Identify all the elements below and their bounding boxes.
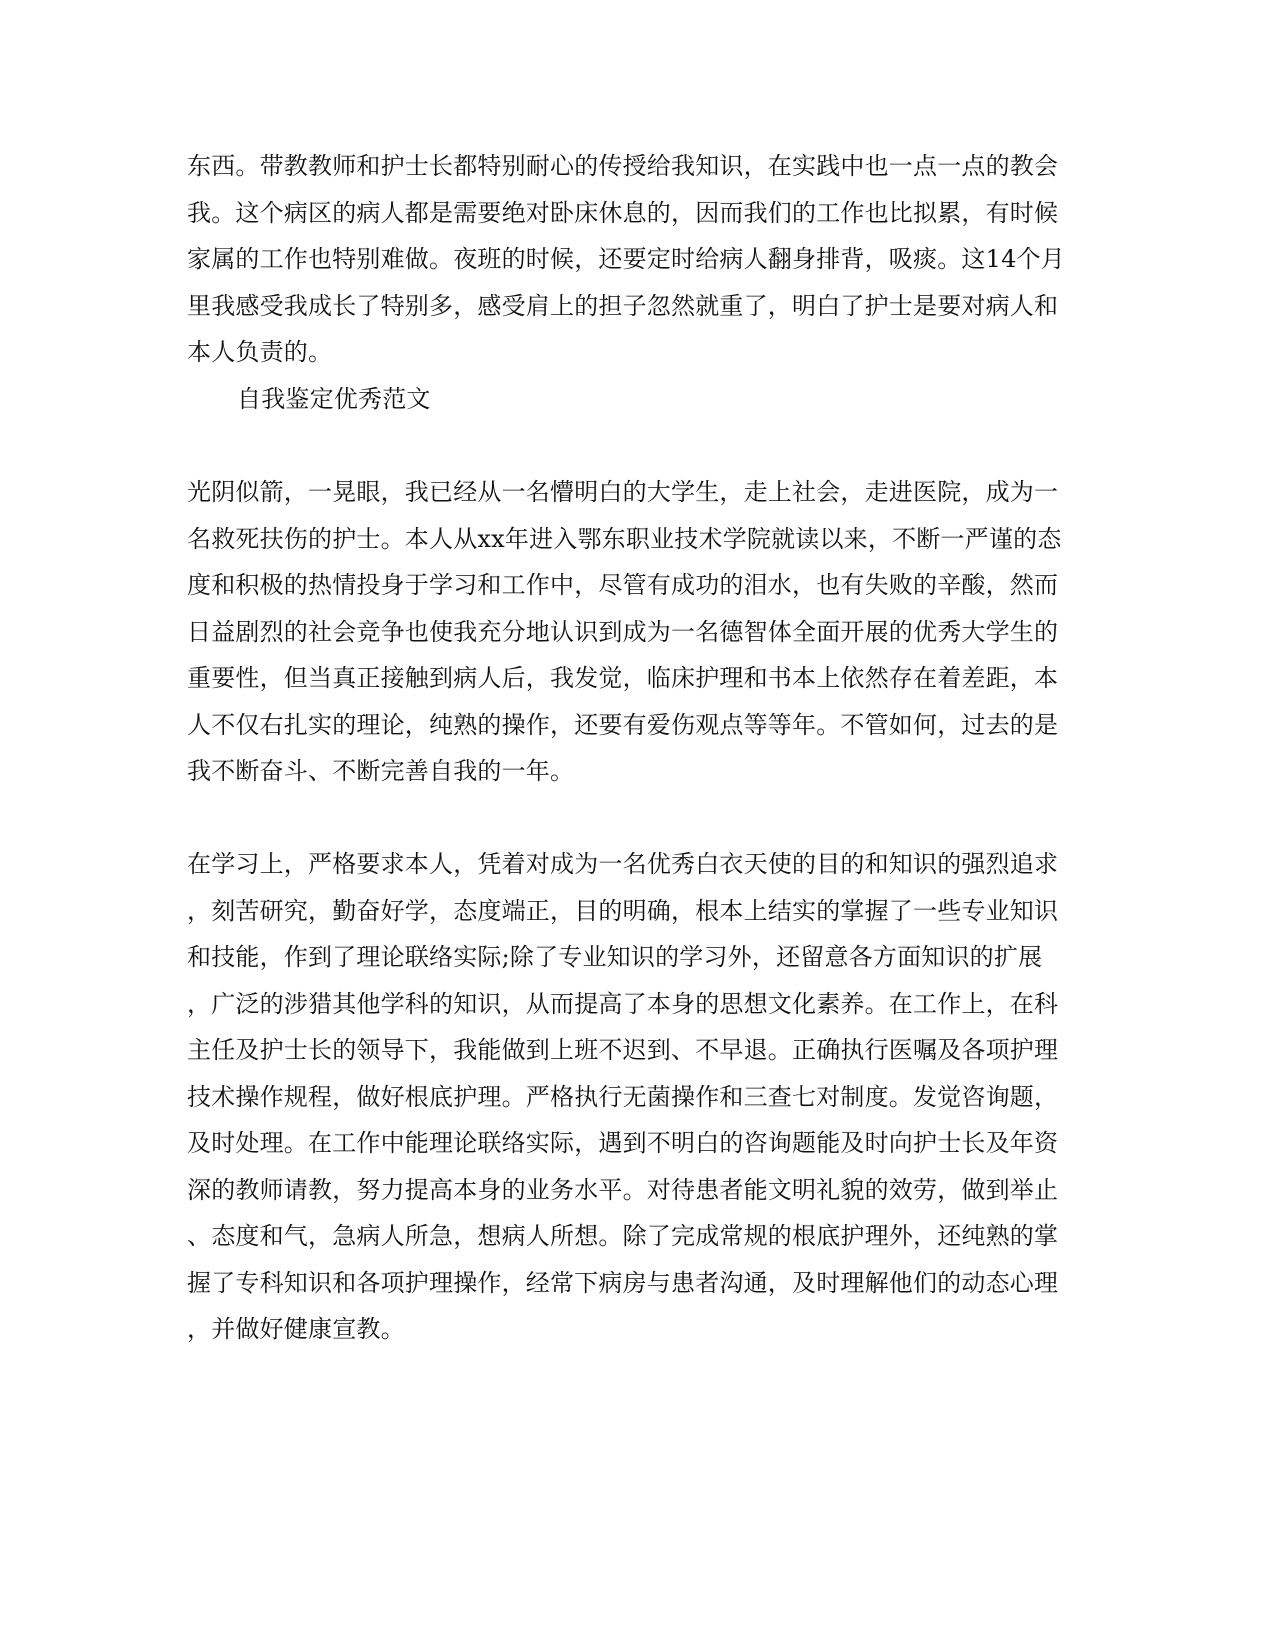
paragraph-3-line-1: 在学习上，严格要求本人，凭着对成为一名优秀白衣天使的目的和知识的强烈追求: [187, 850, 1059, 878]
paragraph-3-line-3: 和技能，作到了理论联络实际;除了专业知识的学习外，还留意各方面知识的扩展: [187, 943, 1043, 971]
paragraph-3-line-7: 及时处理。在工作中能理论联络实际，遇到不明白的咨询题能及时向护士长及年资: [187, 1129, 1059, 1157]
paragraph-3-line-2: ，刻苦研究，勤奋好学，态度端正，目的明确，根本上结实的掌握了一些专业知识: [187, 897, 1059, 925]
paragraph-3-line-6: 技术操作规程，做好根底护理。严格执行无菌操作和三查七对制度。发觉咨询题，: [187, 1083, 1059, 1111]
paragraph-3-line-11: ，并做好健康宣教。: [187, 1315, 405, 1343]
paragraph-1-line-2: 我。这个病区的病人都是需要绝对卧床休息的，因而我们的工作也比拟累，有时候: [187, 199, 1059, 227]
paragraph-3-line-5: 主任及护士长的领导下，我能做到上班不迟到、不早退。正确执行医嘱及各项护理: [187, 1036, 1059, 1064]
paragraph-3-line-4: ，广泛的涉猎其他学科的知识，从而提高了本身的思想文化素养。在工作上，在科: [187, 990, 1059, 1018]
paragraph-3-line-10: 握了专科知识和各项护理操作，经常下病房与患者沟通，及时理解他们的动态心理: [187, 1269, 1059, 1297]
paragraph-2-line-2: 名救死扶伤的护士。本人从xx年进入鄂东职业技术学院就读以来，不断一严谨的态: [187, 525, 1062, 553]
paragraph-3-line-8: 深的教师请教，努力提高本身的业务水平。对待患者能文明礼貌的效劳，做到举止: [187, 1176, 1059, 1204]
paragraph-2-line-3: 度和积极的热情投身于学习和工作中，尽管有成功的泪水，也有失败的辛酸，然而: [187, 571, 1059, 599]
paragraph-1-line-5: 本人负责的。: [187, 338, 333, 366]
paragraph-2-line-7: 我不断奋斗、不断完善自我的一年。: [187, 757, 575, 785]
paragraph-1-line-1: 东西。带教教师和护士长都特别耐心的传授给我知识，在实践中也一点一点的教会: [187, 152, 1059, 180]
paragraph-2-line-1: 光阴似箭，一晃眼，我已经从一名懵明白的大学生，走上社会，走进医院，成为一: [187, 478, 1059, 506]
paragraph-2-line-4: 日益剧烈的社会竞争也使我充分地认识到成为一名德智体全面开展的优秀大学生的: [187, 618, 1059, 646]
paragraph-2-line-6: 人不仅右扎实的理论，纯熟的操作，还要有爱伤观点等等年。不管如何，过去的是: [187, 711, 1059, 739]
section-title: 自我鉴定优秀范文: [237, 385, 431, 413]
paragraph-3-line-9: 、态度和气，急病人所急，想病人所想。除了完成常规的根底护理外，还纯熟的掌: [187, 1222, 1059, 1250]
paragraph-1-line-4: 里我感受我成长了特别多，感受肩上的担子忽然就重了，明白了护士是要对病人和: [187, 292, 1059, 320]
paragraph-1-line-3: 家属的工作也特别难做。夜班的时候，还要定时给病人翻身排背，吸痰。这14个月: [187, 245, 1065, 273]
paragraph-2-line-5: 重要性，但当真正接触到病人后，我发觉，临床护理和书本上依然存在着差距，本: [187, 664, 1059, 692]
